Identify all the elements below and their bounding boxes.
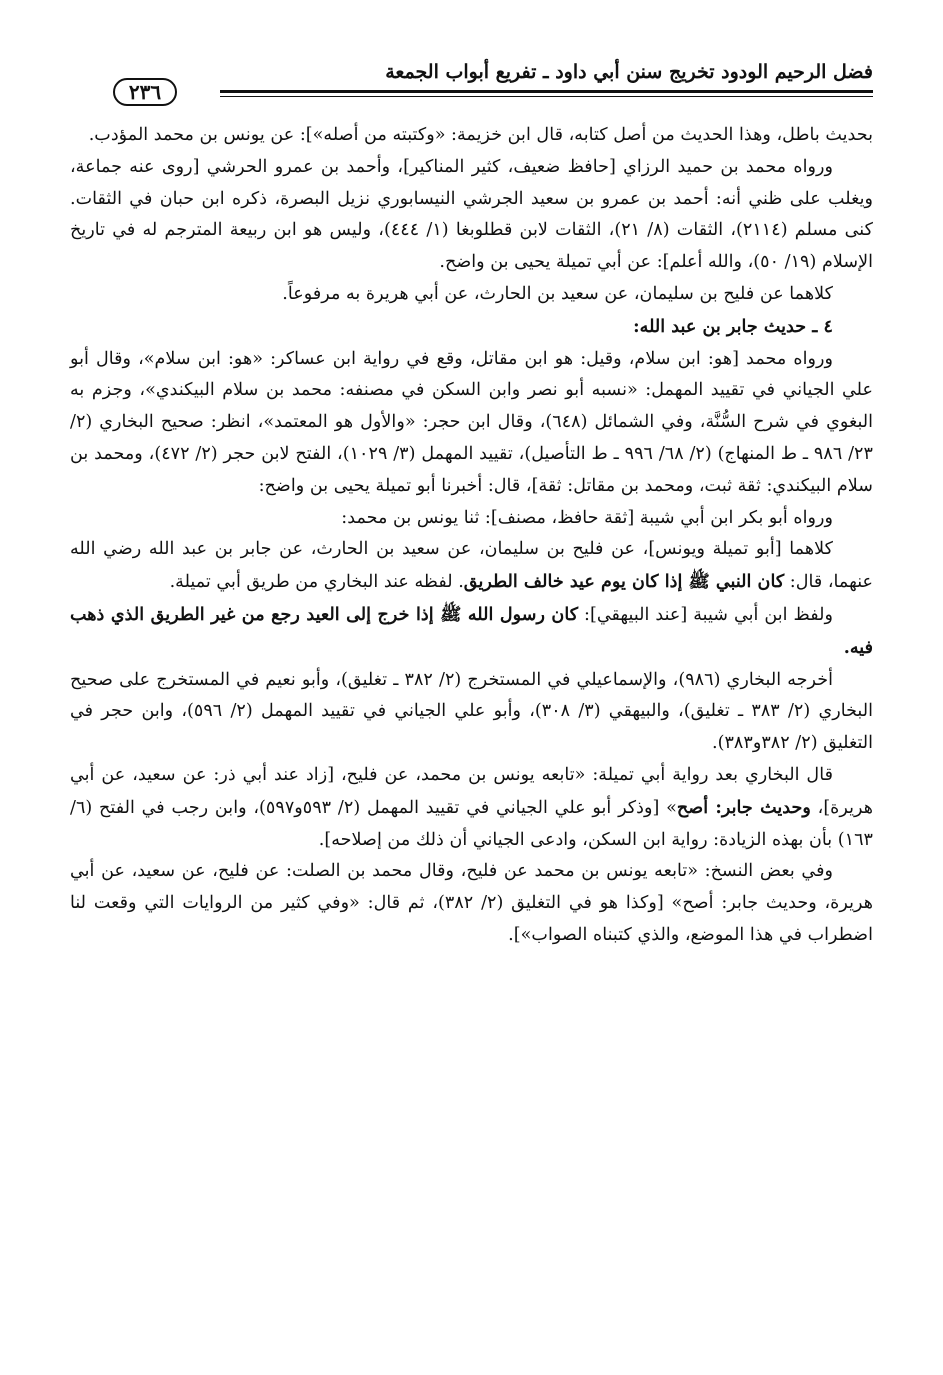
paragraph-8 [70, 599, 873, 665]
text-segment: ورواه أبو بكر ابن أبي شيبة [ثقة حافظ، مصنف]: ثنا يونس بن محمد: [341, 507, 833, 528]
text-segment: ورواه محمد [هو: ابن سلام، وقيل: هو ابن مقاتل، وقع في رواية ابن عساكر: «هو: ابن سلام»، وقال أبو علي الجياني في تقييد المهمل: «نسبه أبو نصر وابن السكن في مصنفه: محمد بن سلام البيكندي»، وجزم به البغوي في شرح السُّنَّة، وفي الشمائل (٦٤٨)، وقال ابن حجر: «والأول هو المعتمد»، انظر: صحيح البخاري (٢/ ٢٣/ ٩٨٦ ـ ط المنهاج) (٢/ ٦٨/ ٩٩٦ ـ ط التأصيل)، تقييد المهمل (٣/ ١٠٢٩)، الفتح لابن حجر (٢/ ٤٧٢)، ومحمد بن سلام البيكندي: ثقة ثبت، ومحمد بن مقاتل: ثقة]، قال: أخبرنا أبو تميلة يحيى بن واضح: [70, 348, 873, 496]
text-segment: بحديث باطل، وهذا الحديث من أصل كتابه، قال ابن خزيمة: «وكتبته من أصله»]: عن يونس بن محمد المؤدب. [88, 125, 873, 145]
text-segment: » [وذكر أبو علي الجياني في تقييد المهمل (٢/ ٥٩٣و٥٩٧)، وابن رجب في الفتح (٦/ ١٦٣) بأن بهذه الزيادة: رواية ابن السكن، وادعى الجياني أن ذلك من إصلاحه]. [70, 797, 873, 850]
page-header [70, 50, 873, 105]
section-heading [70, 311, 873, 344]
text-segment: وفي بعض النسخ: «تابعه يونس بن محمد عن فليح، وقال محمد بن الصلت: عن فليح، عن سعيد، عن أبي هريرة، وحديث جابر: أصح» [وكذا هو في التغليق (٢/ ٣٨٢)، ثم قال: «وفي كثير من الروايات التي وقعت لنا اضطراب في هذا الموضع، والذي كتبناه الصواب»]. [70, 861, 873, 945]
text-segment: قال البخاري بعد رواية أبي تميلة: «تابعه يونس بن محمد، عن فليح، [زاد عند أبي ذر: عن سعيد، عن أبي هريرة]، [70, 764, 873, 818]
running-title: فضل الرحيم الودود تخريج سنن أبي داود ـ تفريع أبواب الجمعة [385, 61, 873, 83]
text-segment: كلاهما عن فليح بن سليمان، عن سعيد بن الحارث، عن أبي هريرة به مرفوعاً. [282, 283, 833, 304]
text-segment: ولفظ ابن أبي شيبة [عند البيهقي]: [578, 604, 833, 625]
paragraph-3 [70, 279, 873, 311]
hadith-text: كان رسول الله ﷺ إذا خرج إلى العيد رجع من غير الطريق الذي ذهب فيه. [70, 603, 873, 658]
hadith-text: كان النبي ﷺ إذا كان يوم عيد خالف الطريق [463, 571, 785, 593]
text-segment: ورواه محمد بن حميد الرزاي [حافظ ضعيف، كثير المناكير]، وأحمد بن عمرو الحرشي [روى عنه جماعة، ويغلب على ظني أنه: أحمد بن عمرو بن سعيد الجرشي النيسابوري نزيل البصرة، ذكره ابن حبان في الثقات. كنى مسلم (٢١١٤)، الثقات (٨/ ٢١)، الثقات لابن قطلوبغا (١/ ٤٤٤)، وليس هو ابن ربيعة المترجم له في تاريخ الإسلام (١٩/ ٥٠)، والله أعلم]: عن أبي تميلة يحيى بن واضح. [70, 156, 873, 273]
paragraph-11 [70, 856, 873, 951]
paragraph-5 [70, 344, 873, 503]
text-segment: أخرجه البخاري (٩٨٦)، والإسماعيلي في المستخرج (٢/ ٣٨٢ ـ تغليق)، وأبو نعيم في المستخرج على صحيح البخاري (٢/ ٣٨٣ ـ تغليق)، والبيهقي (٣/ ٣٠٨)، وأبو علي الجياني في تقييد المهمل (٢/ ٥٩٦)، وابن حجر في التغليق (٢/ ٣٨٢و٣٨٣). [70, 669, 873, 754]
paragraph-10 [70, 760, 873, 856]
page-body [70, 120, 873, 952]
paragraph-6 [70, 503, 873, 535]
emphasis-text: وحديث جابر: أصح [676, 796, 811, 818]
paragraph-2 [70, 152, 873, 279]
text-segment: . لفظه عند البخاري من طريق أبي تميلة. [169, 572, 464, 593]
paragraph-7 [70, 534, 873, 599]
text-segment: كلاهما [أبو تميلة ويونس]، عن فليح بن سليمان، عن سعيد بن الحارث، عن جابر بن عبد الله رضي الله عنهما، قال: [70, 539, 873, 593]
page-number-frame [70, 78, 220, 106]
page-number: ٢٣٦ [113, 78, 177, 106]
paragraph-9 [70, 665, 873, 760]
heading-text: ٤ ـ حديث جابر بن عبد الله: [633, 315, 833, 337]
paragraph-1 [70, 120, 873, 152]
